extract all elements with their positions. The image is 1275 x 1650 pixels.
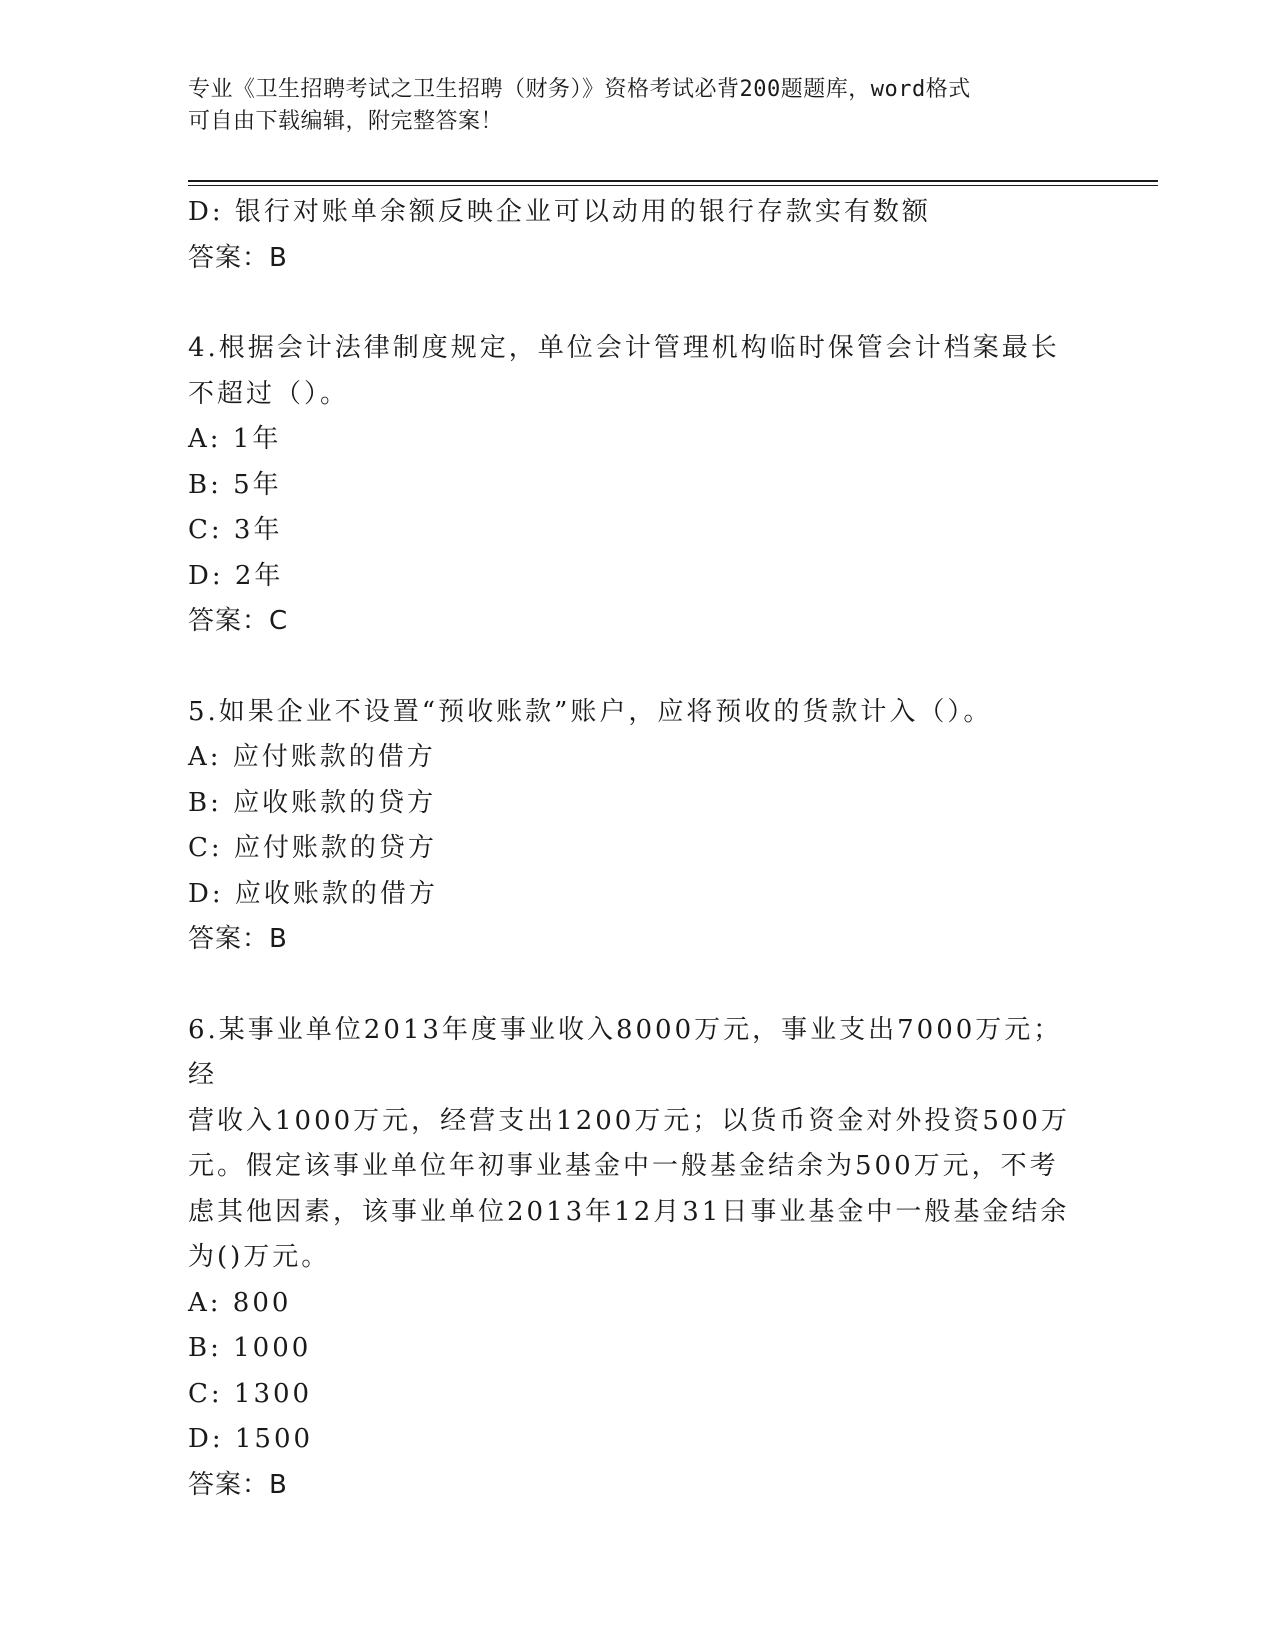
question-stem-line: 不超过（）。 bbox=[188, 378, 350, 409]
question-stem-line: 4.根据会计法律制度规定，单位会计管理机构临时保管会计档案最长 bbox=[188, 333, 1060, 363]
option-b: B: 应收账款的贷方 bbox=[188, 787, 437, 818]
option-c: C: 3年 bbox=[188, 515, 283, 545]
question-stem-line: 虑其他因素，该事业单位2013年12月31日事业基金中一般基金结余 bbox=[188, 1196, 1070, 1227]
question-stem-line: 5.如果企业不设置“预收账款”账户，应将预收的货款计入（）。 bbox=[188, 696, 993, 727]
answer-line: 答案：B bbox=[188, 924, 288, 954]
answer-line: 答案：C bbox=[188, 606, 289, 636]
carryover-block bbox=[188, 190, 1088, 281]
question-content bbox=[188, 190, 1088, 1508]
question-block-6 bbox=[188, 1008, 1088, 1509]
answer-line: 答案：B bbox=[188, 242, 288, 273]
option-d: D: 1500 bbox=[188, 1424, 314, 1454]
question-stem-line: 元。假定该事业单位年初事业基金中一般基金结余为500万元，不考 bbox=[188, 1151, 1059, 1181]
header-rule-thick bbox=[188, 180, 1158, 182]
option-c: C: 1300 bbox=[188, 1378, 313, 1409]
option-d: D: 银行对账单余额反映企业可以动用的银行存款实有数额 bbox=[188, 197, 931, 227]
option-b: B: 5年 bbox=[188, 469, 282, 500]
header-line-1: 专业《卫生招聘考试之卫生招聘（财务）》资格考试必背200题题库，word格式 bbox=[188, 77, 971, 102]
question-block-4 bbox=[188, 326, 1088, 645]
answer-line: 答案：B bbox=[188, 1469, 288, 1500]
spacer bbox=[188, 645, 1088, 690]
header-line-2: 可自由下载编辑，附完整答案！ bbox=[188, 109, 504, 134]
option-c: C: 应付账款的贷方 bbox=[188, 833, 437, 863]
question-stem-line: 6.某事业单位2013年度事业收入8000万元，事业支出7000万元；经 bbox=[188, 1014, 1063, 1090]
option-a: A: 800 bbox=[188, 1287, 292, 1318]
option-b: B: 1000 bbox=[188, 1333, 312, 1363]
spacer bbox=[188, 963, 1088, 1008]
option-d: D: 2年 bbox=[188, 560, 284, 591]
option-a: A: 1年 bbox=[188, 424, 282, 454]
document-header bbox=[188, 74, 1068, 138]
question-block-5 bbox=[188, 690, 1088, 963]
option-d: D: 应收账款的借方 bbox=[188, 878, 438, 909]
header-rule-thin bbox=[188, 185, 1158, 186]
option-a: A: 应付账款的借方 bbox=[188, 742, 436, 772]
question-stem-line: 为()万元。 bbox=[188, 1242, 331, 1272]
question-stem-line: 营收入1000万元，经营支出1200万元；以货币资金对外投资500万 bbox=[188, 1105, 1070, 1136]
spacer bbox=[188, 281, 1088, 326]
